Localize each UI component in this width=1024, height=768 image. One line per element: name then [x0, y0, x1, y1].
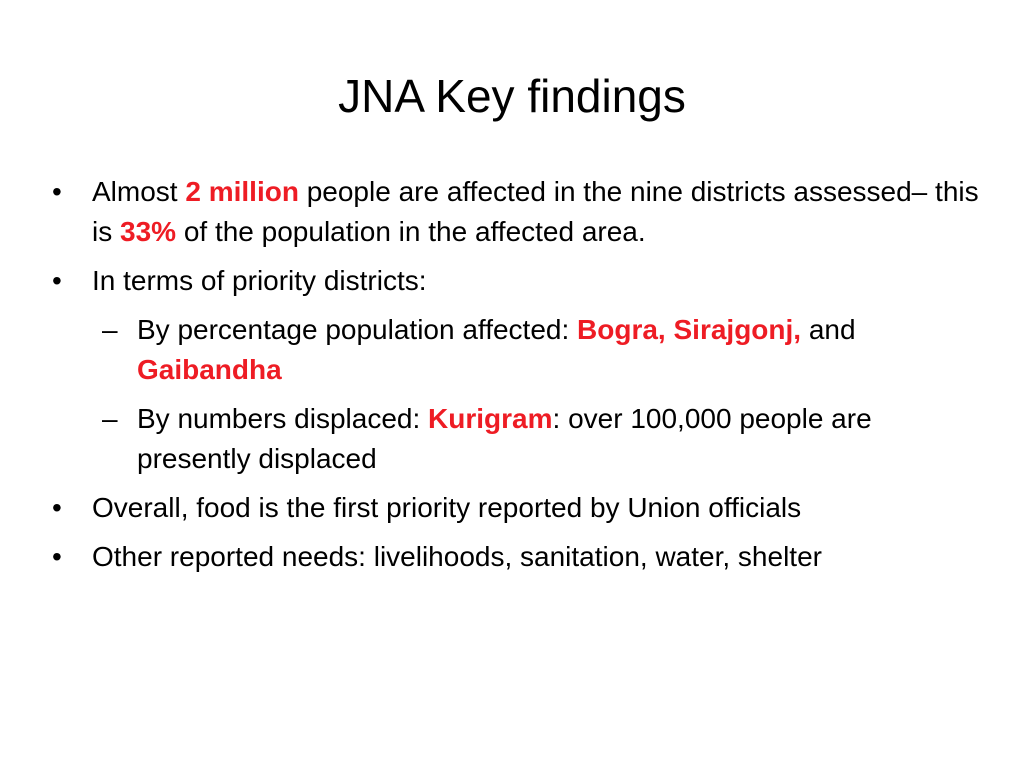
text: In terms of priority districts: [92, 265, 427, 296]
bullet-other-needs [50, 537, 990, 577]
text: Other reported needs: livelihoods, sanitation, water, shelter [92, 541, 822, 572]
bullet-dot-icon: • [52, 265, 62, 296]
sub-bullet-numbers-displaced [50, 399, 990, 479]
slide-body [50, 172, 990, 586]
bullet-dot-icon: • [52, 176, 62, 207]
highlight-bogra-sirajgonj: Bogra, Sirajgonj, [577, 314, 802, 345]
dash-bullet-icon: – [102, 314, 118, 345]
text: people are affected in the nine districts assessed– this is [92, 176, 979, 247]
text: By percentage population affected: [137, 314, 578, 345]
text: and [801, 314, 856, 345]
highlight-2-million: 2 million [185, 176, 299, 207]
bullet-affected-population [50, 172, 990, 252]
highlight-kurigram: Kurigram [428, 403, 553, 434]
text: Overall, food is the first priority reported by Union officials [92, 492, 802, 523]
text: By numbers displaced: [137, 403, 429, 434]
bullet-priority-districts [50, 261, 990, 301]
highlight-33-percent: 33% [120, 216, 177, 247]
text: of the population in the affected area. [176, 216, 646, 247]
slide-title: JNA Key findings [338, 70, 686, 122]
highlight-gaibandha: Gaibandha [137, 354, 282, 385]
bullet-food-priority [50, 488, 990, 528]
text: Almost [92, 176, 186, 207]
text: : over 100,000 people are presently displaced [137, 403, 872, 474]
bullet-dot-icon: • [52, 492, 62, 523]
bullet-dot-icon: • [52, 541, 62, 572]
dash-bullet-icon: – [102, 403, 118, 434]
sub-bullet-percentage-affected [50, 310, 990, 390]
